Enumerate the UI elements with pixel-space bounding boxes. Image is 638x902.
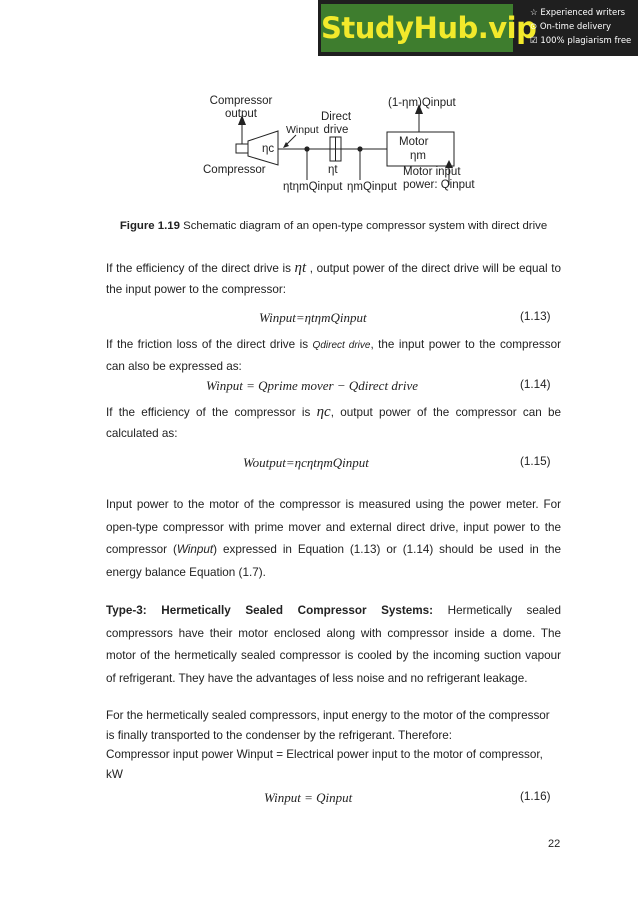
direct-drive-label: Direct	[320, 111, 352, 123]
paragraph-drive-efficiency: If the efficiency of the direct drive is ηt , output power of the direct drive will be equal to the input power to the compressor:	[106, 260, 562, 296]
motor-input-label-2: power: Qinput	[403, 179, 475, 191]
eta-c-label: ηc	[262, 143, 275, 155]
type-3-heading: Type-3: Hermetically Sealed Compressor Systems:	[106, 604, 434, 617]
direct-drive-label-2: drive	[323, 124, 349, 136]
motor-loss-label: (1-ηm)Qinput	[388, 97, 456, 109]
motor-output-node	[357, 146, 362, 151]
eta-m-label: ηm	[410, 150, 426, 162]
equation-number-1-16: (1.16)	[520, 790, 551, 803]
compressor-label: Compressor	[203, 164, 266, 176]
w-input-label: Winput	[286, 124, 319, 136]
equation-number-1-15: (1.15)	[520, 455, 551, 468]
paragraph-compressor-efficiency: If the efficiency of the compressor is ηc, output power of the compressor can be calculated as:	[106, 404, 561, 440]
feature-plagiarism-free: ☑ 100% plagiarism free	[530, 36, 632, 46]
feature-on-time-delivery: ⊙ On-time delivery	[530, 22, 612, 32]
equation-1-14: Winput = Qprime mover − Qdirect drive	[206, 378, 419, 393]
compressor-output-label-2: output	[225, 108, 257, 120]
equation-number-1-14: (1.14)	[520, 378, 551, 391]
eta-c-symbol: ηc	[316, 404, 331, 420]
q-direct-drive: Qdirect drive	[312, 340, 371, 351]
paragraph-hermetic-systems: Type-3: Hermetically Sealed Compressor Systems: Hermetically sealed compressors have their motor enclosed along with compressor inside a dome. The motor of the hermetically sealed compressor is cooled by the incoming suction vapour of refrigerant. They have the advantages of less noise and no refrigerant leakage.	[106, 604, 561, 685]
compressor-outlet	[236, 144, 248, 153]
eta-t-m-q-label: ηtηmQinput	[283, 181, 343, 193]
figure-label: Figure 1.19	[119, 220, 180, 232]
drive-output-node	[304, 146, 309, 151]
paragraph-friction-loss: If the friction loss of the direct drive is Qdirect drive, the input power to the compressor can also be expressed as:	[106, 338, 562, 373]
figure-caption	[106, 220, 561, 232]
paragraph-power-meter: Input power to the motor of the compressor is measured using the power meter. For open-type compressor with prime mover and external direct drive, input power to the compressor (Winput) expressed in Equation (1.13) or (1.14) should be used in the energy balance Equation (1.7).	[106, 498, 561, 579]
eta-t-symbol: ηt	[294, 260, 307, 276]
page-number: 22	[548, 838, 561, 850]
equation-number-1-13: (1.13)	[520, 310, 551, 323]
w-input-inline: Winput	[176, 543, 214, 556]
feature-experienced-writers: ☆ Experienced writers	[530, 8, 626, 18]
eta-t-label: ηt	[328, 164, 338, 176]
equation-1-13: Winput=ηtηmQinput	[259, 310, 367, 325]
compressor-input-power-line: Compressor input power Winput = Electrical power input to the motor of compressor, kW	[106, 748, 543, 781]
equation-1-15: Woutput=ηcηtηmQinput	[243, 455, 369, 470]
equation-1-16: Winput = Qinput	[264, 790, 353, 805]
figure-caption-text: Schematic diagram of an open-type compressor system with direct drive	[179, 220, 548, 232]
paragraph-hermetic-input: For the hermetically sealed compressors, input energy to the motor of the compressor is finally transported to the condenser by the refrigerant. Therefore: Compressor input power Winput = Electrical power input to the motor of compressor, kW	[106, 709, 550, 781]
motor-input-label: Motor input	[403, 166, 461, 178]
eta-m-q-label: ηmQinput	[347, 181, 397, 193]
motor-label: Motor	[399, 136, 429, 148]
studyhub-logo[interactable]: StudyHub.vip	[321, 4, 513, 52]
compressor-output-label: Compressor	[209, 95, 273, 107]
